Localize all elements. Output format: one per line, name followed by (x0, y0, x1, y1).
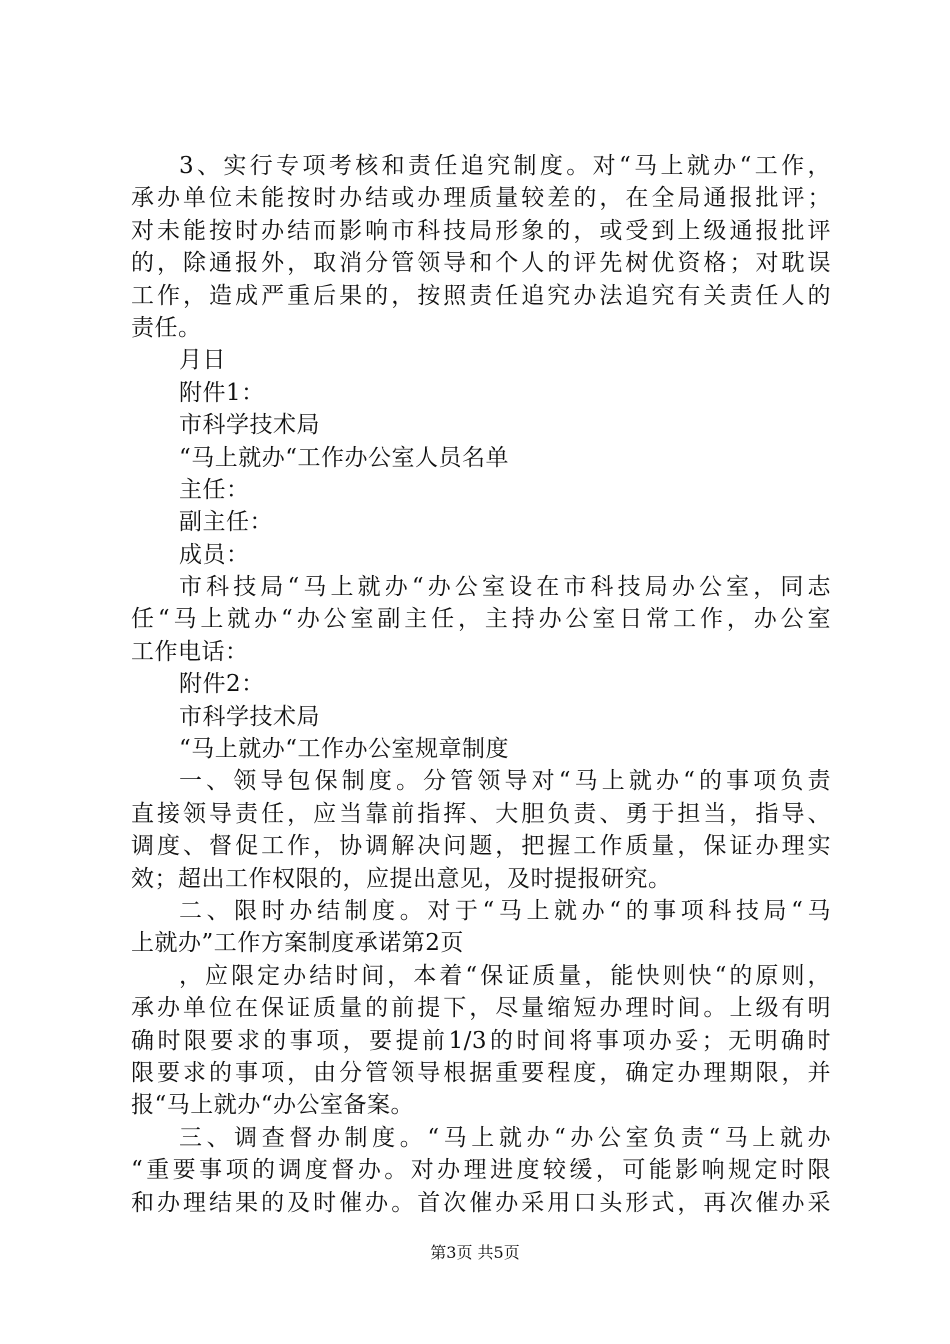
deputy-director-field: 副主任： (179, 509, 273, 536)
text-line: 承办单位在保证质量的前提下，尽量缩短办理时间。上级有明 (131, 995, 831, 1022)
phone-field: 工作电话： (131, 638, 249, 665)
text-line: 责任。 (131, 314, 202, 341)
document-body (131, 150, 831, 1219)
text-line: 三、调查督办制度。“马上就办“办公室负责“马上就办 (179, 1124, 831, 1151)
organization-name: 市科学技术局 (179, 412, 320, 439)
text-line: 限要求的事项，由分管领导根据重要程度，确定办理期限，并 (131, 1059, 831, 1086)
text-line: 报“马上就办“办公室备案。 (131, 1092, 415, 1119)
attachment-title: “马上就办“工作办公室人员名单 (179, 444, 510, 471)
text-line: 对未能按时办结而影响市科技局形象的，或受到上级通报批评 (131, 217, 831, 244)
text-line: 3、实行专项考核和责任追究制度。对“马上就办“工作， (179, 153, 831, 179)
organization-name: 市科学技术局 (179, 703, 320, 730)
text-line: 任“马上就办“办公室副主任，主持办公室日常工作，办公室 (131, 606, 831, 633)
director-field: 主任： (179, 476, 250, 503)
text-line: 调度、督促工作，协调解决问题，把握工作质量，保证办理实 (131, 833, 831, 860)
text-line: 直接领导责任，应当靠前指挥、大胆负责、勇于担当，指导、 (131, 800, 831, 827)
attachment-heading: 附件1： (179, 379, 265, 406)
text-line: 效；超出工作权限的，应提出意见，及时提报研究。 (131, 865, 672, 892)
text-line: 的，除通报外，取消分管领导和个人的评先树优资格；对耽误 (131, 250, 831, 277)
text-line: 二、限时办结制度。对于“马上就办“的事项科技局“马 (179, 897, 831, 924)
page-number-footer: 第3页 共5页 (430, 1243, 520, 1262)
text-line: 和办理结果的及时催办。首次催办采用口头形式，再次催办采 (131, 1189, 831, 1216)
text-line: 确时限要求的事项，要提前1/3的时间将事项办妥；无明确时 (131, 1027, 831, 1054)
members-field: 成员： (179, 541, 250, 568)
text-line: 承办单位未能按时办结或办理质量较差的，在全局通报批评； (131, 185, 831, 212)
text-line: 一、领导包保制度。分管领导对“马上就办“的事项负责 (179, 768, 831, 795)
text-line: “重要事项的调度督办。对办理进度较缓，可能影响规定时限 (131, 1157, 831, 1184)
text-line: 市科技局“马上就办“办公室设在市科技局办公室，同志 (179, 574, 831, 601)
text-line: 工作，造成严重后果的，按照责任追究办法追究有关责任人的 (131, 282, 831, 309)
text-line: ，应限定办结时间，本着“保证质量，能快则快“的原则， (179, 962, 831, 989)
attachment-heading: 附件2： (179, 671, 265, 698)
text-line: 上就办”工作方案制度承诺第2页 (131, 930, 464, 957)
date-line: 月日 (179, 347, 226, 374)
attachment-title: “马上就办“工作办公室规章制度 (179, 736, 510, 763)
